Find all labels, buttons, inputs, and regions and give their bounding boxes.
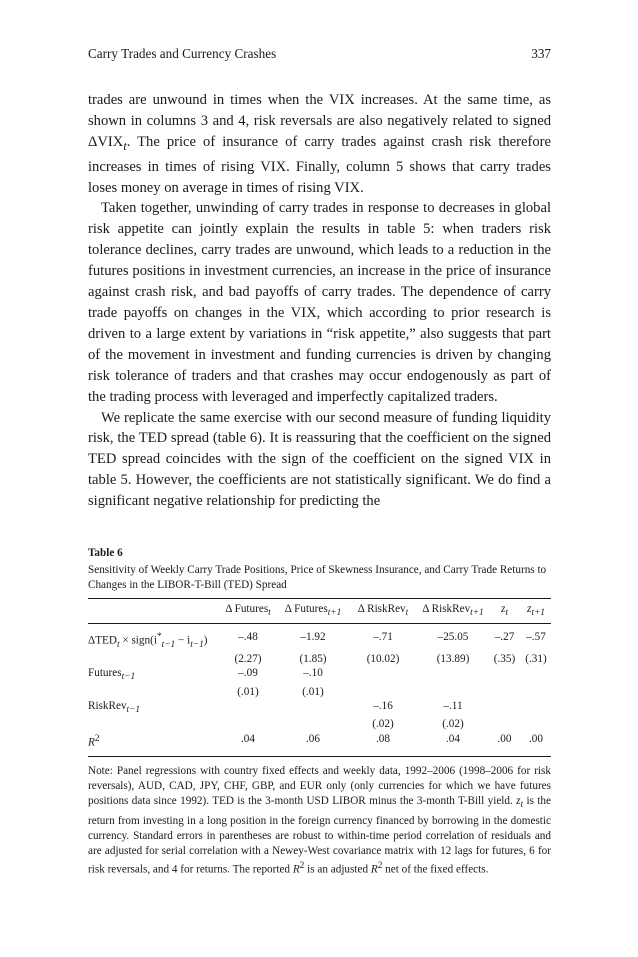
table-row xyxy=(88,666,551,684)
running-head-title: Carry Trades and Currency Crashes xyxy=(88,46,277,61)
table-header-rule xyxy=(88,623,551,624)
table-cell: .00 xyxy=(529,732,543,745)
table-cell: –.27 xyxy=(494,631,515,643)
table-cell xyxy=(218,717,278,732)
table-row xyxy=(88,732,551,750)
row-label-ted: $\Delta TED_t$ × $sign(i^*_{t-1} - i_{t-1})$ xyxy=(88,632,208,650)
table-bottom-rule xyxy=(88,756,551,757)
table-cell xyxy=(521,699,551,717)
table-cell xyxy=(488,699,521,717)
table-cell xyxy=(348,666,418,684)
table-cell xyxy=(278,699,348,717)
page-number: 337 xyxy=(531,46,551,61)
table-cell: (.02) xyxy=(442,718,464,731)
table-cell xyxy=(488,666,521,684)
table-cell: (.31) xyxy=(525,652,547,665)
paragraph-2: Taken together, unwinding of carry trades in response to decreases in global risk appetite can jointly explain the results in table 5: when traders risk tolerance declines, carry trades are unwound, which leads to a reduction in the futures positions in investment currencies, an increase in the price of insurance against crash risk, and bad payoffs of carry trades. The dependence of carry trade payoffs on changes in the VIX, which according to prior research is driven to a large extent by variations in “risk appetite,” also suggests that part of the movement in investment and funding currencies is driven by changing risk tolerance of traders and that crashes may occur endogenously as part of the trading process with leveraged and imperfectly capitalized traders. xyxy=(88,200,551,405)
table-cell: .04 xyxy=(241,732,255,745)
table-row xyxy=(88,630,551,652)
row-label-r-squared: $R^2$ xyxy=(88,733,100,749)
col-header-2: Δ Futures$_{t+1}$ xyxy=(284,603,342,619)
table-cell: (10.02) xyxy=(366,652,400,665)
table-cell: (2.27) xyxy=(234,652,262,665)
table-cell: (13.89) xyxy=(436,652,470,665)
regression-table xyxy=(88,599,551,623)
table-header-row xyxy=(88,599,551,623)
table-cell: –.16 xyxy=(373,700,393,713)
table-cell: –.71 xyxy=(373,631,393,643)
table-cell xyxy=(348,685,418,700)
col-header-3: Δ RiskRev$_t$ xyxy=(357,603,409,619)
table-cell xyxy=(521,717,551,732)
table-cell: .04 xyxy=(446,732,460,745)
table-cell xyxy=(521,666,551,684)
table-cell: .06 xyxy=(306,732,320,745)
col-header-1: Δ Futures$_t$ xyxy=(225,603,271,619)
table-cell: –1.92 xyxy=(300,631,326,643)
body-text xyxy=(88,90,551,512)
table-row xyxy=(88,717,551,732)
table-cell xyxy=(218,699,278,717)
table-cell xyxy=(521,685,551,700)
table-6 xyxy=(88,546,551,878)
table-cell xyxy=(488,685,521,700)
paragraph-1: trades are unwound in times when the VIX increases. At the same time, as shown in columns 3 and 4, risk reversals are also negatively related to signed $\Delta VIX_t$. The price of insurance of carry trades against crash risk therefore increases in times of rising VIX. Finally, column 5 shows that carry trades loses money on average in times of rising VIX. xyxy=(88,92,551,196)
table-cell: (.01) xyxy=(302,685,324,698)
table-cell: (.02) xyxy=(372,718,394,731)
paragraph-3: We replicate the same exercise with our second measure of funding liquidity risk, the TED spread (table 6). It is reassuring that the coefficient on the signed TED spread coincides with the sign of the coefficient on the signed VIX in table 5. However, the coefficients are not statistically significant. We do find a significant negative relationship for predicting the xyxy=(88,409,551,510)
table-row xyxy=(88,685,551,700)
table-cell: –.10 xyxy=(303,667,323,680)
table-cell xyxy=(278,717,348,732)
table-cell xyxy=(418,685,488,700)
table-cell: (.35) xyxy=(493,652,516,665)
table-cell: (.01) xyxy=(237,685,259,698)
row-label-riskrev: RiskRev$_{t-1}$ xyxy=(88,700,141,716)
table-cell: .08 xyxy=(376,732,390,745)
table-row xyxy=(88,699,551,717)
table-caption: Sensitivity of Weekly Carry Trade Positions, Price of Skewness Insurance, and Carry Trade Returns to Changes in the LIBOR-T-Bill (TED) Spread xyxy=(88,564,547,591)
col-header-4: Δ RiskRev$_{t+1}$ xyxy=(422,603,484,619)
table-cell: –.11 xyxy=(443,700,463,713)
table-cell: –25.05 xyxy=(437,631,469,643)
col-header-6: $z_{t+1}$ xyxy=(527,603,545,619)
regression-table-body xyxy=(88,630,551,750)
table-cell: –.48 xyxy=(238,631,258,643)
table-cell xyxy=(488,717,521,732)
col-header-5: $z_t$ xyxy=(501,603,508,619)
table-cell: –.09 xyxy=(238,667,258,680)
table-row xyxy=(88,652,551,667)
table-cell: (1.85) xyxy=(299,652,327,665)
table-note: Note: Panel regressions with country fixed effects and weekly data, 1992–2006 (1998–2006 for risk reversals), AUD, CAD, JPY, CHF, GBP, and EUR only (only currencies for which we have futures positions data since 1992). TED is the 3-month USD LIBOR minus the 3-month T-Bill yield. $z_t$ is the return from investing in a long position in the foreign currency financed by borrowing in the domestic currency. Standard errors in parentheses are robust to within-time period correlation of residuals and are adjusted for serial correlation with a Newey-West covariance matrix with 12 lags for futures, 6 for risk reversals, and 4 for returns. The reported $R^2$ is an adjusted $R^2$ net of the fixed effects. xyxy=(88,764,551,876)
table-cell: .00 xyxy=(497,732,512,745)
table-cell: –.57 xyxy=(526,631,546,643)
row-label-futures: Futures$_{t-1}$ xyxy=(88,667,136,683)
table-cell xyxy=(418,666,488,684)
table-label: Table 6 xyxy=(88,547,123,559)
running-head xyxy=(88,46,551,62)
